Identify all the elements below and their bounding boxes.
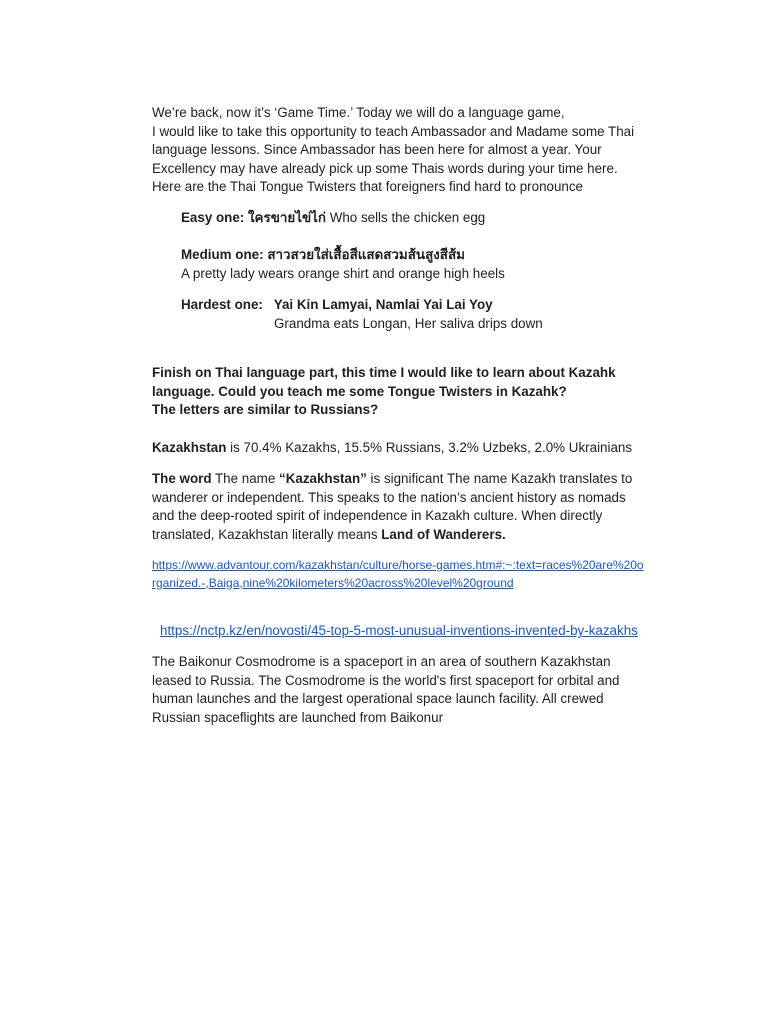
the-word-text: is significant The name Kazakh translates to (366, 471, 633, 486)
demographics-text: is 70.4% Kazakhs, 15.5% Russians, 3.2% Uzbeks, 2.0% Ukrainians (226, 440, 633, 455)
intro-line: Excellency may have already pick up some Thais words during your time here. (152, 160, 618, 176)
medium-twister (181, 246, 505, 283)
horse-games-link-line2[interactable]: rganized.-,Baiga,nine%20kilometers%20across%20level%20ground (152, 575, 514, 590)
demographics-line (152, 439, 632, 458)
inventions-link[interactable]: https://nctp.kz/en/novosti/45-top-5-most-unusual-inventions-invented-by-kazakhs (160, 623, 638, 638)
kazakh-request-line: The letters are similar to Russians? (152, 402, 379, 418)
horse-games-link[interactable] (152, 557, 644, 592)
hardest-label: Hardest one: (181, 297, 263, 312)
hardest-translation: Grandma eats Longan, Her saliva drips down (274, 315, 543, 331)
intro-line: language lessons. Since Ambassador has been here for almost a year. Your (152, 142, 602, 158)
land-of-wanderers: Land of Wanderers. (381, 526, 506, 542)
intro-line: We’re back, now it’s ‘Game Time.’ Today we will do a language game, (152, 105, 565, 120)
intro-paragraph (152, 104, 634, 197)
demographics-label: Kazakhstan (152, 440, 227, 455)
easy-thai: ใครขายไข่ไก่ (248, 210, 326, 225)
baikonur-paragraph (152, 653, 619, 727)
baikonur-line: leased to Russia. The Cosmodrome is the world's first spaceport for orbital and (152, 672, 620, 688)
intro-line: Here are the Thai Tongue Twisters that foreigners find hard to pronounce (152, 179, 583, 195)
inventions-link-wrapper (160, 622, 638, 641)
kazakh-request (152, 364, 616, 420)
kazakhstan-name: “Kazakhstan” (279, 471, 367, 486)
the-word-label: The word (152, 471, 212, 486)
baikonur-line: human launches and the largest operational space launch facility. All crewed (152, 691, 604, 707)
baikonur-line: The Baikonur Cosmodrome is a spaceport in an area of southern Kazakhstan (152, 654, 611, 669)
the-word-line: and the deep-rooted spirit of independence in Kazakh culture. When directly (152, 508, 603, 524)
the-word-line: translated, Kazakhstan literally means (152, 526, 382, 542)
hardest-romanized: Yai Kin Lamyai, Namlai Yai Lai Yoy (273, 297, 493, 312)
kazakh-request-line: Finish on Thai language part, this time I would like to learn about Kazahk (152, 365, 616, 380)
the-word-paragraph (152, 470, 632, 544)
medium-thai: สาวสวยใส่เสื้อสีแสดสวมส้นสูงสีส้ม (267, 247, 465, 262)
the-word-line: wanderer or independent. This speaks to the nation’s ancient history as nomads (152, 489, 626, 505)
easy-twister (181, 209, 485, 228)
kazakh-request-line: language. Could you teach me some Tongue Twisters in Kazahk? (152, 383, 567, 399)
easy-translation: Who sells the chicken egg (329, 210, 486, 225)
intro-line: I would like to take this opportunity to teach Ambassador and Madame some Thai (152, 123, 635, 139)
the-word-text: The name (211, 471, 280, 486)
medium-label: Medium one: (181, 247, 264, 262)
horse-games-link-line1[interactable]: https://www.advantour.com/kazakhstan/culture/horse-games.htm#:~:text=races%20are%20o (152, 558, 644, 572)
easy-label: Easy one: (181, 210, 245, 225)
medium-translation: A pretty lady wears orange shirt and orange high heels (181, 265, 505, 281)
hardest-twister (181, 296, 543, 333)
baikonur-line: Russian spaceflights are launched from Baikonur (152, 709, 444, 725)
